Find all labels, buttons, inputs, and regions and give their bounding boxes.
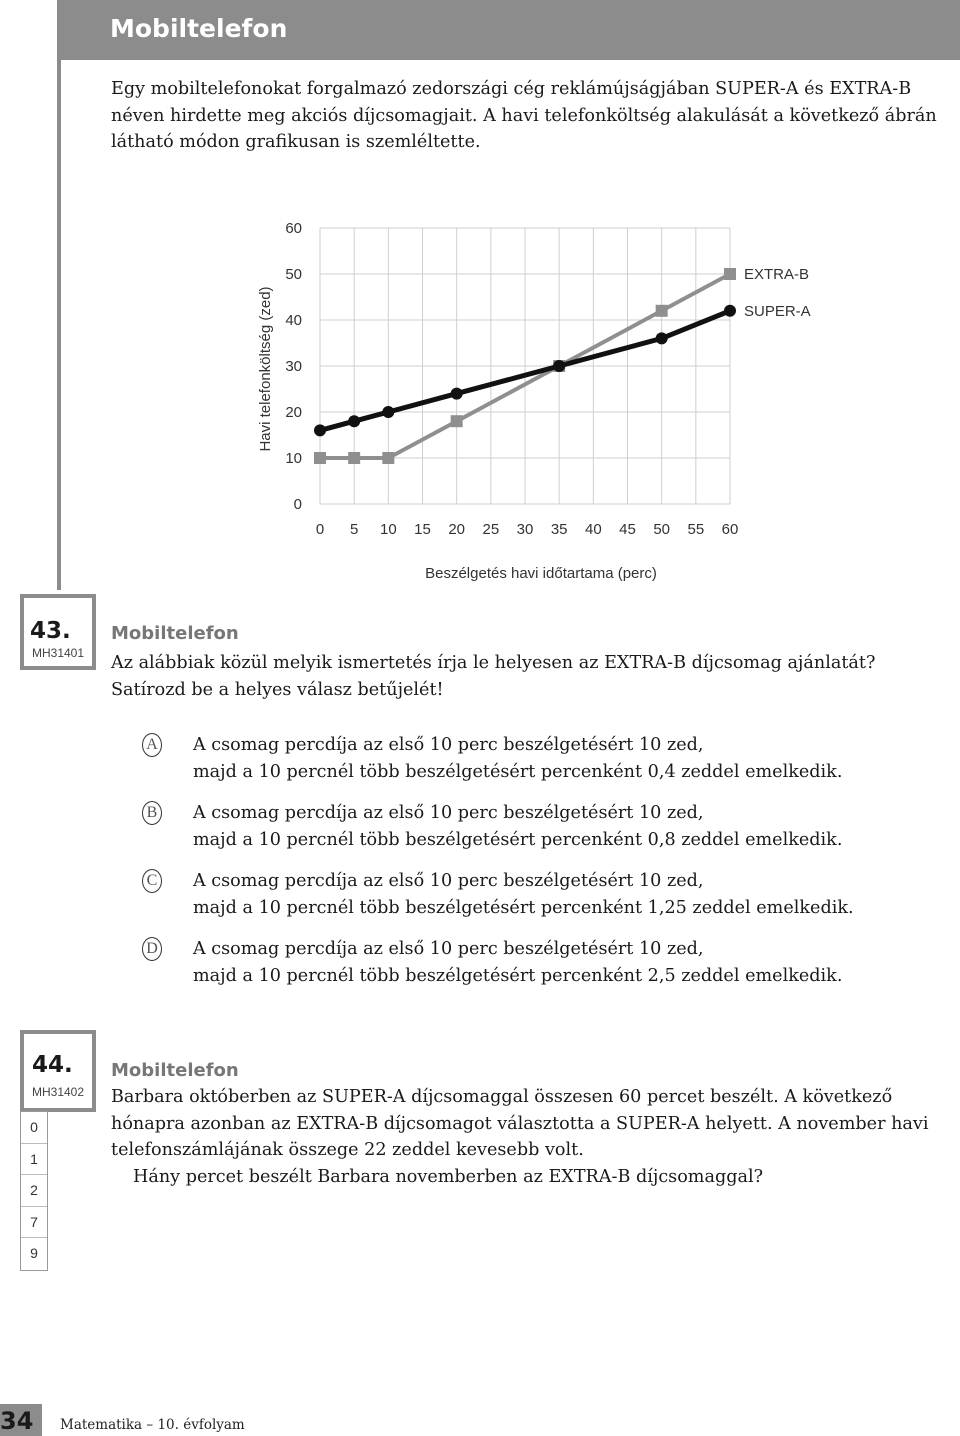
option-d-line1: A csomag percdíja az első 10 perc beszélgetésért 10 zed, xyxy=(193,939,704,959)
option-b-text xyxy=(193,800,953,853)
x-axis-label: Beszélgetés havi időtartama (perc) xyxy=(425,565,657,582)
data-point xyxy=(724,305,736,317)
score-code-2[interactable]: 2 xyxy=(21,1175,47,1207)
option-d-text xyxy=(193,936,953,989)
cost-chart xyxy=(240,210,840,590)
q44-line2: hónapra azonban az EXTRA-B díjcsomagot választotta a SUPER-A helyett. A november havi xyxy=(111,1113,929,1134)
y-tick-label: 20 xyxy=(285,404,302,421)
chart-legend xyxy=(744,266,811,320)
score-code-7[interactable]: 7 xyxy=(21,1207,47,1239)
data-point xyxy=(348,452,360,464)
data-point xyxy=(382,406,394,418)
x-tick-label: 5 xyxy=(349,521,359,538)
page-number: 34 xyxy=(0,1407,34,1435)
x-tick-label: 55 xyxy=(687,521,705,538)
y-tick-label: 0 xyxy=(293,496,302,513)
option-a-line1: A csomag percdíja az első 10 perc beszélgetésért 10 zed, xyxy=(193,735,704,755)
q43-title: Mobiltelefon xyxy=(111,623,239,644)
q43-number: 43. xyxy=(30,618,71,644)
y-tick-label: 10 xyxy=(285,450,302,467)
x-tick-label: 15 xyxy=(414,521,431,538)
q43-code: MH31401 xyxy=(32,646,85,660)
chart-svg xyxy=(240,210,840,590)
option-d-bubble[interactable]: D xyxy=(142,937,162,961)
option-c-line2: majd a 10 percnél több beszélgetésért percenként 1,25 zeddel emelkedik. xyxy=(193,897,854,918)
option-d-line2: majd a 10 percnél több beszélgetésért percenként 2,5 zeddel emelkedik. xyxy=(193,965,843,986)
q44-number: 44. xyxy=(32,1052,73,1078)
data-point xyxy=(314,424,326,436)
data-point xyxy=(656,305,668,317)
page-title: Mobiltelefon xyxy=(110,14,288,43)
y-tick-label: 60 xyxy=(285,220,302,237)
q44-question xyxy=(111,1084,957,1190)
data-point xyxy=(724,268,736,280)
q44-title: Mobiltelefon xyxy=(111,1060,239,1081)
x-tick-label: 25 xyxy=(482,521,500,538)
y-tick-label: 40 xyxy=(285,312,302,329)
x-tick-label: 60 xyxy=(721,521,739,538)
legend-label: SUPER-A xyxy=(744,302,811,320)
y-tick-label: 50 xyxy=(285,266,302,283)
x-tick-label: 30 xyxy=(516,521,534,538)
q43-question-line1: Az alábbiak közül melyik ismertetés írja le helyesen az EXTRA-B díjcsomag ajánlatát? xyxy=(111,653,876,673)
score-code-column xyxy=(20,1111,48,1271)
score-code-9[interactable]: 9 xyxy=(30,1245,38,1262)
x-tick-label: 35 xyxy=(550,521,568,538)
data-point xyxy=(553,360,565,372)
option-c-bubble[interactable]: C xyxy=(142,869,162,893)
data-point xyxy=(348,415,360,427)
q44-code: MH31402 xyxy=(32,1085,85,1099)
data-point xyxy=(451,415,463,427)
q44-line4: Hány percet beszélt Barbara novemberben az EXTRA-B díjcsomaggal? xyxy=(133,1166,764,1187)
x-tick-label: 0 xyxy=(315,521,325,538)
q43-question xyxy=(111,650,951,703)
option-b-bubble[interactable]: B xyxy=(142,801,162,825)
legend-label: EXTRA-B xyxy=(744,266,810,283)
score-code-1[interactable]: 1 xyxy=(21,1144,47,1176)
option-b-line2: majd a 10 percnél több beszélgetésért percenként 0,8 zeddel emelkedik. xyxy=(193,829,843,850)
option-a-bubble[interactable]: A xyxy=(142,733,162,757)
data-point xyxy=(451,388,463,400)
y-tick-label: 30 xyxy=(285,358,302,375)
data-point xyxy=(314,452,326,464)
side-divider xyxy=(57,60,61,590)
option-c-line1: A csomag percdíja az első 10 perc beszélgetésért 10 zed, xyxy=(193,871,704,891)
intro-text: Egy mobiltelefonokat forgalmazó zedországi cég reklámújságjában SUPER-A és EXTRA-B néven hirdette meg akciós díjcsomagjait. A havi telefonköltség alakulását a következő ábrán látható módon grafikusan is szemléltette. xyxy=(111,79,937,152)
score-code-0[interactable]: 0 xyxy=(21,1112,47,1144)
option-b-line1: A csomag percdíja az első 10 perc beszélgetésért 10 zed, xyxy=(193,803,704,823)
data-point xyxy=(656,332,668,344)
data-point xyxy=(382,452,394,464)
x-tick-label: 40 xyxy=(584,521,602,538)
option-c-text xyxy=(193,868,953,921)
footer-text: Matematika – 10. évfolyam xyxy=(60,1417,245,1433)
y-axis-label: Havi telefonköltség (zed) xyxy=(257,286,274,452)
x-tick-label: 45 xyxy=(619,521,636,538)
chart-grid xyxy=(320,228,730,504)
q43-question-line2: Satírozd be a helyes válasz betűjelét! xyxy=(111,679,444,700)
option-a-text xyxy=(193,732,953,785)
x-tick-label: 20 xyxy=(448,521,466,538)
option-a-line2: majd a 10 percnél több beszélgetésért percenként 0,4 zeddel emelkedik. xyxy=(193,761,843,782)
x-tick-label: 10 xyxy=(379,521,397,538)
q44-line3: telefonszámlájának összege 22 zeddel kevesebb volt. xyxy=(111,1140,584,1160)
x-tick-label: 50 xyxy=(653,521,671,538)
q44-line1: Barbara októberben az SUPER-A díjcsomaggal összesen 60 percet beszélt. A következő xyxy=(111,1087,893,1107)
